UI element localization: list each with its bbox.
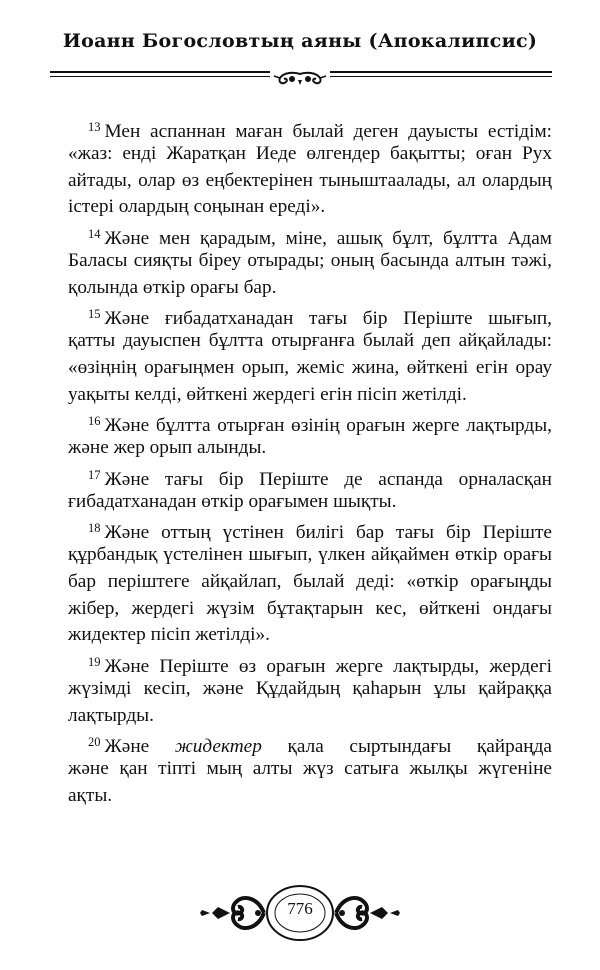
verse-text: жібер, жердегі жүзім бұтақтарын кес, өйткені ондағы: [68, 597, 552, 619]
verse-number: 15: [88, 307, 101, 322]
verse-text: «жаз: енді Жаратқан Иеде өлгендер бақытты; оған Рух: [68, 142, 552, 164]
verse-line: [68, 328, 552, 355]
verse-line: [68, 569, 552, 596]
verse-line: [68, 596, 552, 623]
verse-line: [68, 703, 552, 730]
verse-line: [68, 435, 552, 462]
verse-text: «өзіңнің орағыңмен орып, жеміс жина, өйткені егін орау: [68, 356, 552, 378]
verse-text: және жер орып алынды.: [68, 437, 267, 458]
verse-text: Және оттың үстінен билігі бар тағы бір Періште: [104, 522, 552, 542]
verse-text: айтады, олар өз еңбектерінен тыныштаалады, ал олардың: [68, 169, 552, 191]
verse-line: [68, 168, 552, 195]
verse-number: 18: [88, 521, 101, 536]
page-number: 776: [287, 899, 313, 918]
verse-text: Және мен қарадым, міне, ашық бұлт, бұлтта Адам: [104, 228, 552, 248]
verse-line: [68, 355, 552, 382]
verse-text: уақыты келді, өйткені жердегі егін пісіп жетілді.: [68, 383, 467, 405]
verse-text: жидектер пісіп жетілді».: [68, 624, 270, 646]
verse-line: [68, 729, 552, 756]
verse-line: [68, 756, 552, 783]
verse-line: [68, 275, 552, 302]
header-ornament-icon: [270, 70, 330, 88]
verse-text: ғибадатханадан өткір орағымен шықты.: [68, 490, 397, 512]
verse-text: Мен аспаннан маған былай деген дауысты естідім:: [104, 121, 552, 141]
verse-text: Және ғибадатханадан тағы бір Періште шығып,: [104, 308, 552, 328]
scripture-body: [68, 114, 552, 810]
verse-line: [68, 462, 552, 489]
verse-line: [68, 114, 552, 141]
verse-line: [68, 489, 552, 516]
verse-line: [68, 194, 552, 221]
verse-number: 17: [88, 467, 101, 482]
verse-line: [68, 622, 552, 649]
verse-line: [68, 141, 552, 168]
verse-number: 14: [88, 227, 101, 241]
verse-text: Және тағы бір Періште де аспанда орналасқан: [104, 468, 552, 489]
verse-text: Баласы сияқты біреу отырады; оның басында алтын тәжі,: [68, 249, 552, 271]
verse-text: Және: [104, 736, 175, 756]
verse-text: жүзімді кесіп, және Құдайдың қаһарын ұлы қайраққа: [68, 677, 552, 699]
verse-line: [68, 408, 552, 435]
verse-text: бар періштеге айқайлап, былай деді: «өткір орағыңды: [68, 570, 552, 592]
verse-line: [68, 301, 552, 328]
verse-text: Және бұлтта отырған өзінің орағын жерге лақтырды,: [104, 415, 552, 435]
verse-number: 13: [88, 120, 101, 134]
verse-line: [68, 382, 552, 409]
verse-text: және қан тіпті мың алты жүз сатыға жылқы жүгеніне: [68, 758, 552, 779]
verse-text: қатты дауыспен бұлтта отырғанға былай деп айқайлады:: [68, 330, 552, 351]
verse-line: [68, 783, 552, 810]
verse-line: [68, 515, 552, 542]
verse-line: [68, 676, 552, 703]
verse-number: 19: [88, 655, 101, 669]
verse-line: [68, 649, 552, 676]
verse-text: істері олардың соңынан ереді».: [68, 196, 326, 218]
verse-text: ақты.: [68, 784, 113, 806]
running-head-title: Иоанн Богословтың аяны (Апокалипсис): [62, 30, 538, 52]
verse-text-italic: жидектер: [174, 736, 262, 756]
verse-text: қолында өткір орағы бар.: [68, 276, 277, 298]
verse-line: [68, 221, 552, 248]
verse-text: қала сыртындағы қайраңда: [287, 736, 552, 756]
verse-line: [68, 542, 552, 569]
verse-number: 20: [88, 735, 101, 750]
verse-number: 16: [88, 414, 101, 429]
verse-text: лақтырды.: [68, 704, 154, 726]
verse-text: Және Періште өз орағын жерге лақтырды, жердегі: [104, 656, 552, 676]
verse-line: [68, 248, 552, 275]
verse-text: құрбандық үстелінен шығып, үлкен айқаймен өткір орағы: [68, 544, 552, 565]
